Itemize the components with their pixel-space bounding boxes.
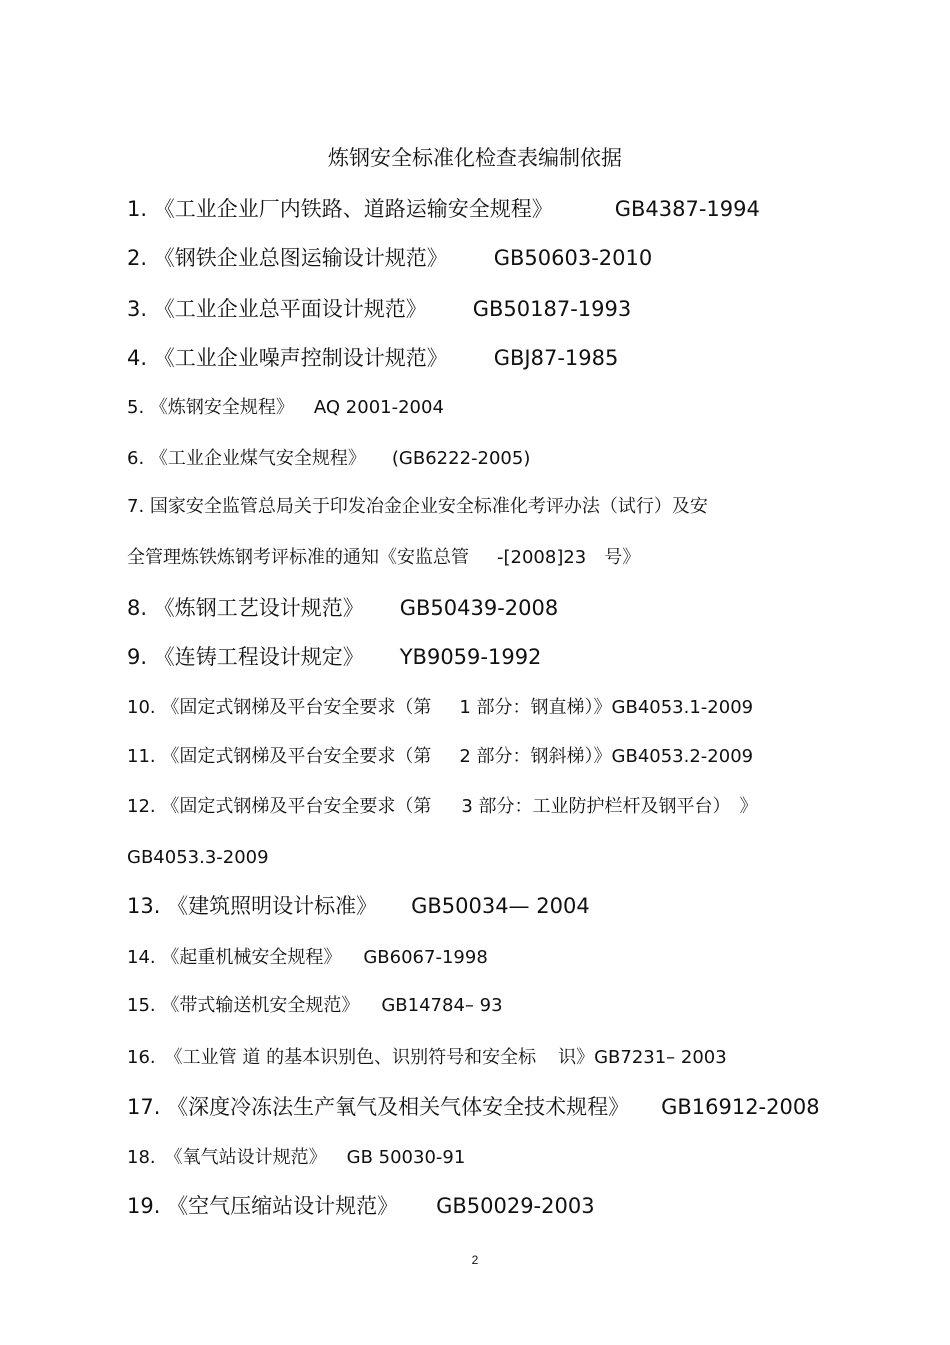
standard-code: (GB6222-2005) <box>391 448 531 469</box>
list-item <box>127 194 760 224</box>
list-item <box>127 492 708 522</box>
standard-code: GB6067-1998 <box>363 947 488 968</box>
standard-code: GB4053.3-2009 <box>127 847 269 868</box>
standard-code: GB50034— 2004 <box>411 894 590 918</box>
list-item <box>127 444 530 474</box>
standard-code: GB50029-2003 <box>436 1194 595 1218</box>
standard-name: 11. 《固定式钢梯及平台安全要求（第 <box>127 746 432 767</box>
list-item <box>127 991 503 1021</box>
standard-name: 15. 《带式输送机安全规范》 <box>127 995 360 1016</box>
notice-text: 7. 国家安全监管总局关于印发冶金企业安全标准化考评办法（试行）及安 <box>127 496 708 517</box>
standard-code: GB50603-2010 <box>493 246 653 270</box>
standard-name: 14. 《起重机械安全规程》 <box>127 947 342 968</box>
list-item <box>127 1191 595 1221</box>
standard-code: GB50187-1993 <box>472 297 632 321</box>
list-item <box>127 642 541 672</box>
list-item <box>127 1143 465 1173</box>
list-item <box>127 294 631 324</box>
standard-code: GB 50030-91 <box>346 1147 466 1168</box>
list-item <box>127 693 753 723</box>
standard-name: 5. 《炼钢安全规程》 <box>127 397 294 418</box>
standard-code: GBJ87-1985 <box>493 346 619 370</box>
standard-name: 8. 《炼钢工艺设计规范》 <box>127 596 364 620</box>
standard-name: 12. 《固定式钢梯及平台安全要求（第 <box>127 796 432 817</box>
standard-code: GB50439-2008 <box>399 596 559 620</box>
page-number: 2 <box>471 1253 479 1267</box>
standard-code: GB4387-1994 <box>614 197 760 221</box>
notice-text: 全管理炼铁炼钢考评标准的通知《安监总管 <box>127 547 469 568</box>
standard-code: 识》GB7231– 2003 <box>558 1047 727 1068</box>
standard-code: 1 部分：钢直梯）》GB4053.1-2009 <box>459 697 754 718</box>
standard-code: 2 部分：钢斜梯）》GB4053.2-2009 <box>459 746 754 767</box>
standard-code: 3 部分：工业防护栏杆及钢平台） 》 <box>461 796 758 817</box>
list-item <box>127 843 269 873</box>
standard-name: 18. 《氧气站设计规范》 <box>127 1147 327 1168</box>
document-title: 炼钢安全标准化检查表编制依据 <box>328 146 622 170</box>
list-item <box>127 742 753 772</box>
list-item <box>127 1043 727 1073</box>
list-item <box>127 243 652 273</box>
standard-code: AQ 2001-2004 <box>313 397 444 418</box>
standard-code: GB16912-2008 <box>661 1095 820 1119</box>
standard-code: GB14784– 93 <box>381 995 503 1016</box>
list-item <box>127 543 640 573</box>
list-item <box>127 943 488 973</box>
standard-name: 4. 《工业企业噪声控制设计规范》 <box>127 346 448 370</box>
standard-name: 17. 《深度冷冻法生产氧气及相关气体安全技术规程》 <box>127 1095 630 1119</box>
list-item <box>127 792 758 822</box>
standard-name: 1. 《工业企业厂内铁路、道路运输安全规程》 <box>127 197 553 221</box>
list-item <box>127 393 444 423</box>
standard-name: 19. 《空气压缩站设计规范》 <box>127 1194 399 1218</box>
standard-name: 16. 《工业管 道 的基本识别色、识别符号和安全标 <box>127 1047 537 1068</box>
standard-name: 2. 《钢铁企业总图运输设计规范》 <box>127 246 448 270</box>
standard-name: 3. 《工业企业总平面设计规范》 <box>127 297 427 321</box>
list-item <box>127 343 618 373</box>
standard-name: 13. 《建筑照明设计标准》 <box>127 894 378 918</box>
standard-name: 10. 《固定式钢梯及平台安全要求（第 <box>127 697 432 718</box>
standard-code: YB9059-1992 <box>399 645 542 669</box>
standard-name: 6. 《工业企业煤气安全规程》 <box>127 448 366 469</box>
standard-name: 9. 《连铸工程设计规定》 <box>127 645 364 669</box>
list-item <box>127 1092 820 1122</box>
list-item <box>127 891 590 921</box>
list-item <box>127 593 558 623</box>
notice-number: -[2008]23 号》 <box>497 547 641 568</box>
